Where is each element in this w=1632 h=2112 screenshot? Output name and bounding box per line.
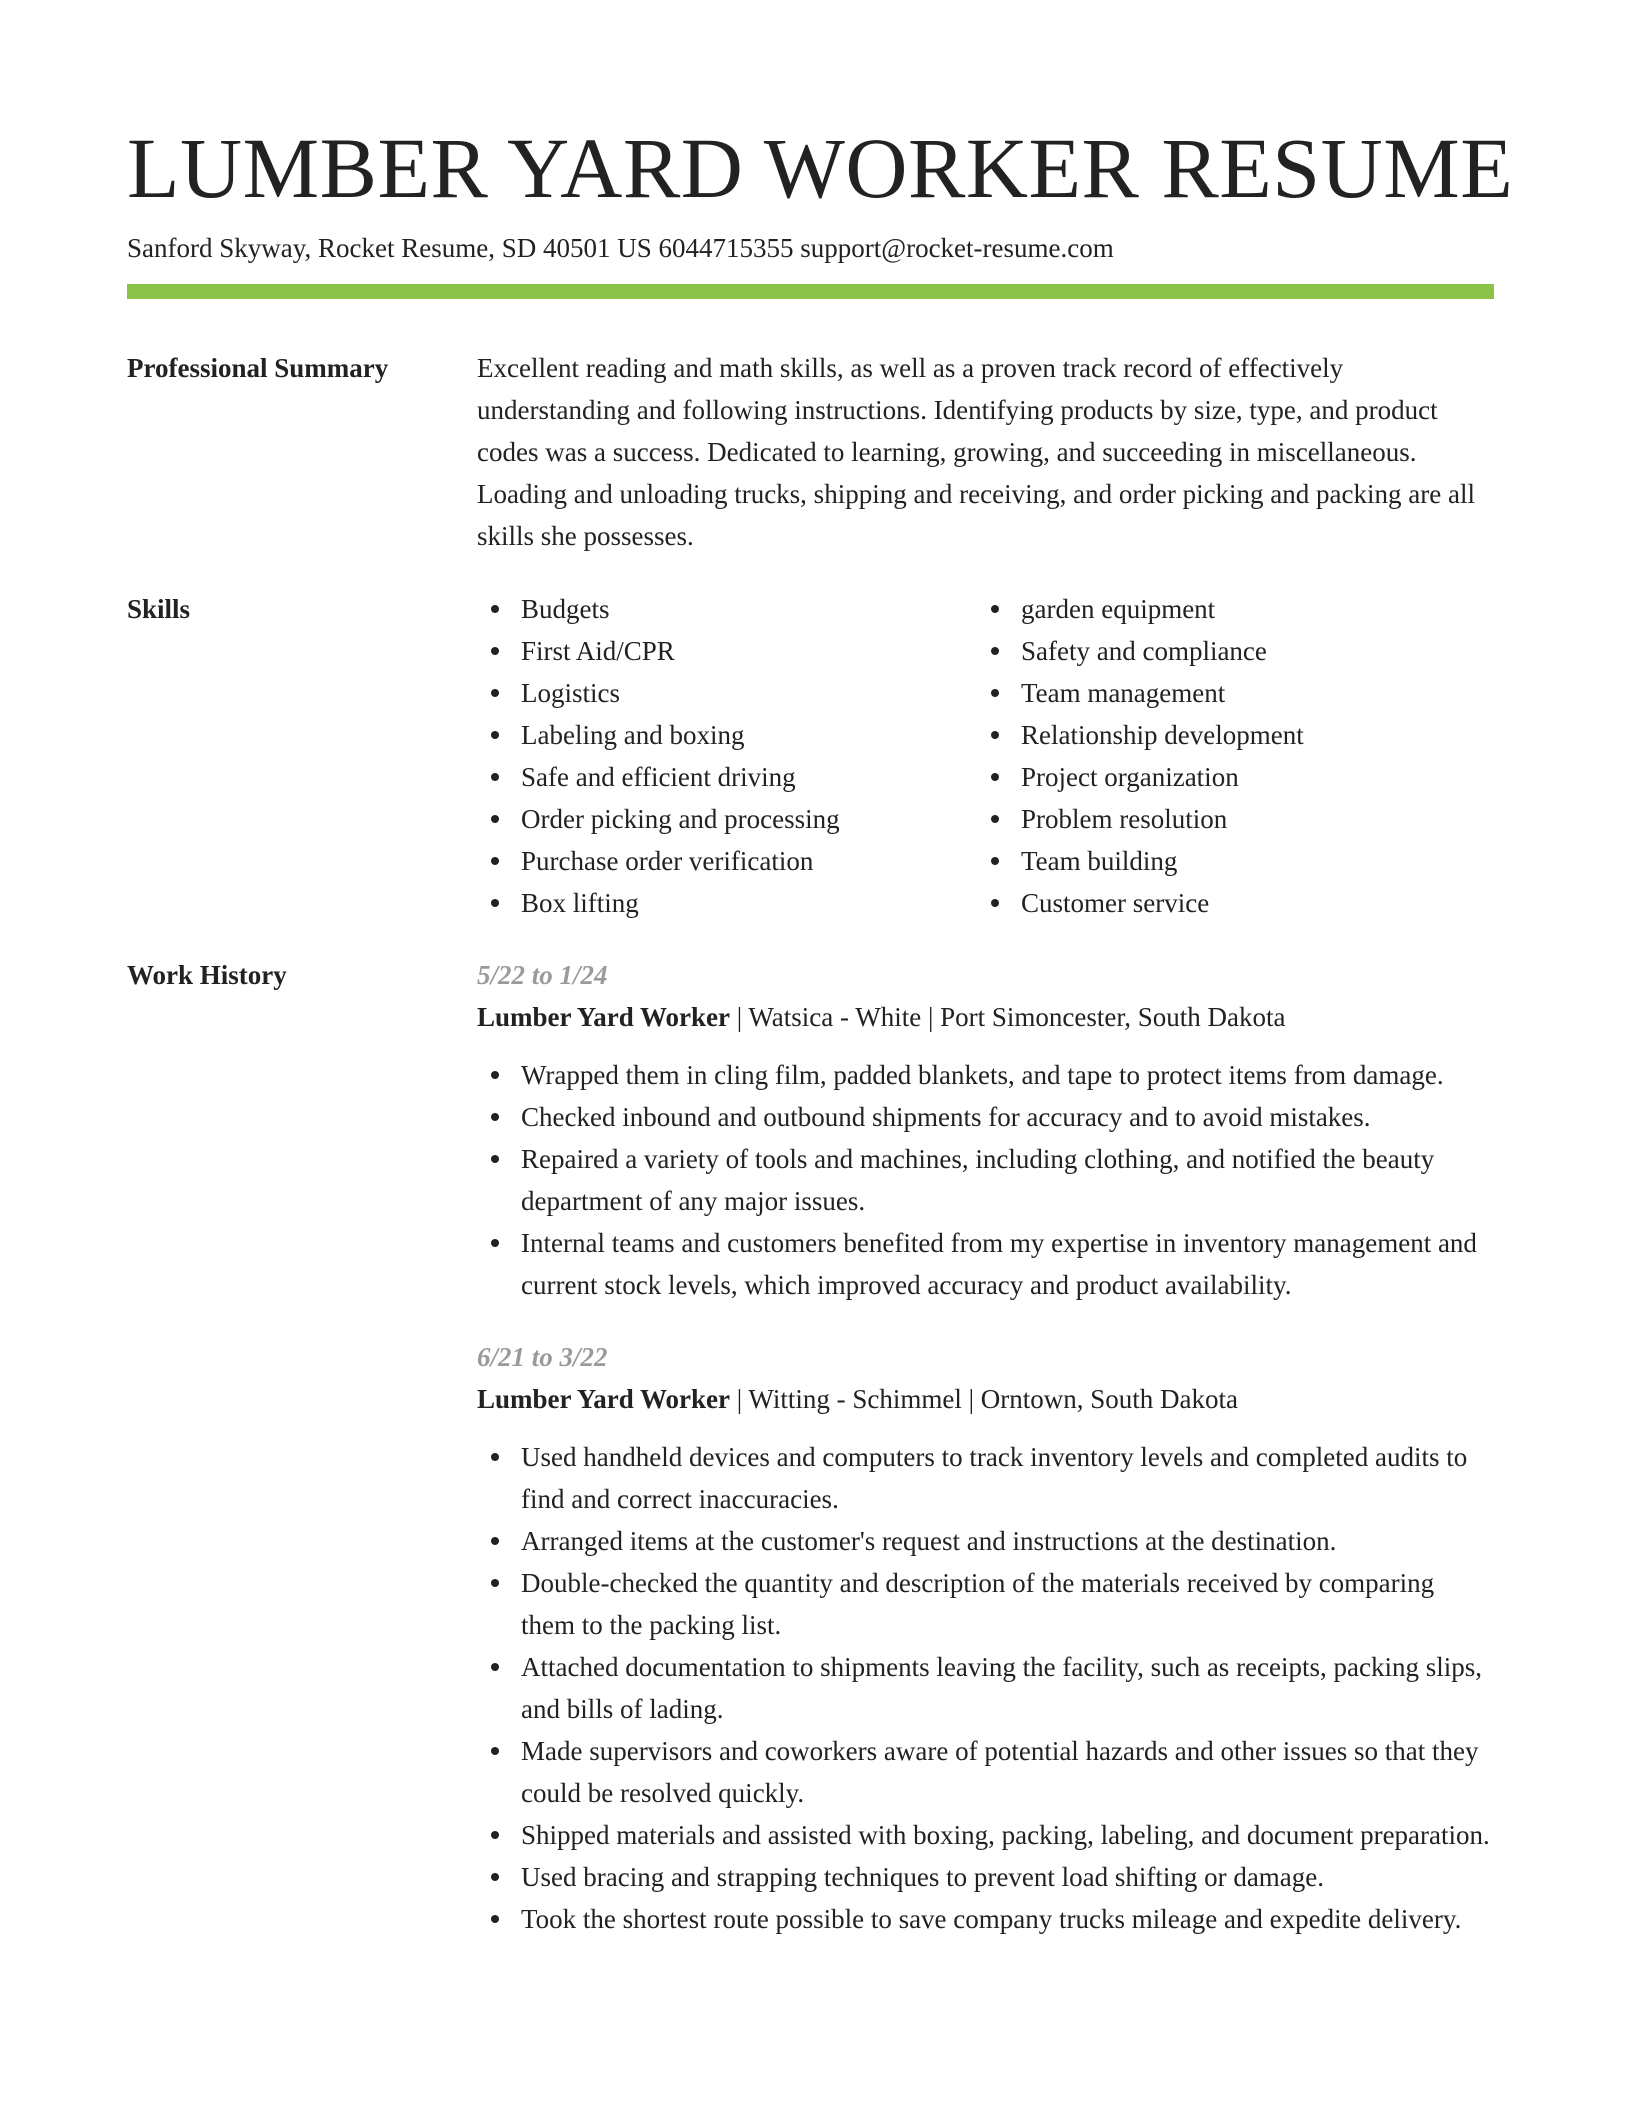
job-bullet: Used handheld devices and computers to track inventory levels and completed audits to find and correct inaccuracies. <box>477 1436 1494 1520</box>
skill-item: Project organization <box>977 756 1477 798</box>
skills-right-list <box>977 588 1477 924</box>
skill-item: Logistics <box>477 672 977 714</box>
summary-text: Excellent reading and math skills, as well as a proven track record of effectively understanding and following instructions. Identifying products by size, type, and product codes was a success. Dedicated to learning, growing, and succeeding in miscellaneous. Loading and unloading trucks, shipping and receiving, and order picking and packing are all skills she possesses. <box>477 353 1475 551</box>
skill-item: Safety and compliance <box>977 630 1477 672</box>
skill-item: First Aid/CPR <box>477 630 977 672</box>
skill-item: Labeling and boxing <box>477 714 977 756</box>
job-bullet: Repaired a variety of tools and machines, including clothing, and notified the beauty department of any major issues. <box>477 1138 1494 1222</box>
job-bullet: Used bracing and strapping techniques to prevent load shifting or damage. <box>477 1856 1494 1898</box>
job-dates: 6/21 to 3/22 <box>477 1342 608 1372</box>
skills-left-list <box>477 588 977 924</box>
work-heading: Work History <box>127 960 287 990</box>
skill-item: Team management <box>977 672 1477 714</box>
summary-content <box>477 347 1494 557</box>
job-dates: 5/22 to 1/24 <box>477 960 608 990</box>
job-entry <box>477 1336 1494 1940</box>
job-heading-line <box>477 996 1494 1038</box>
job-entry <box>477 954 1494 1306</box>
skill-item: Order picking and processing <box>477 798 977 840</box>
job-heading-line <box>477 1378 1494 1420</box>
skills-columns <box>477 588 1494 924</box>
work-content <box>477 954 1494 1970</box>
skill-item: garden equipment <box>977 588 1477 630</box>
job-bullet: Arranged items at the customer's request and instructions at the destination. <box>477 1520 1494 1562</box>
skill-item: Problem resolution <box>977 798 1477 840</box>
contact-line: Sanford Skyway, Rocket Resume, SD 40501 US 6044715355 support@rocket-resume.com <box>127 233 1114 263</box>
skill-item: Team building <box>977 840 1477 882</box>
job-bullet: Double-checked the quantity and description of the materials received by comparing them to the packing list. <box>477 1562 1494 1646</box>
job-title: Lumber Yard Worker <box>477 1002 731 1032</box>
accent-divider <box>127 284 1494 299</box>
skill-item: Customer service <box>977 882 1477 924</box>
job-bullet-list <box>477 1054 1494 1306</box>
resume-title: LUMBER YARD WORKER RESUME <box>127 120 1514 216</box>
skills-content <box>477 588 1494 924</box>
skills-heading: Skills <box>127 594 191 624</box>
skill-item: Box lifting <box>477 882 977 924</box>
job-bullet: Wrapped them in cling film, padded blankets, and tape to protect items from damage. <box>477 1054 1494 1096</box>
job-employer-location: | Watsica - White | Port Simoncester, South Dakota <box>730 1002 1286 1032</box>
skill-item: Budgets <box>477 588 977 630</box>
job-employer-location: | Witting - Schimmel | Orntown, South Dakota <box>730 1384 1238 1414</box>
job-title: Lumber Yard Worker <box>477 1384 731 1414</box>
job-bullet: Attached documentation to shipments leaving the facility, such as receipts, packing slips, and bills of lading. <box>477 1646 1494 1730</box>
summary-heading: Professional Summary <box>127 353 389 383</box>
skill-item: Purchase order verification <box>477 840 977 882</box>
job-bullet-list <box>477 1436 1494 1940</box>
job-bullet: Internal teams and customers benefited from my expertise in inventory management and current stock levels, which improved accuracy and product availability. <box>477 1222 1494 1306</box>
job-bullet: Checked inbound and outbound shipments for accuracy and to avoid mistakes. <box>477 1096 1494 1138</box>
skill-item: Safe and efficient driving <box>477 756 977 798</box>
job-bullet: Took the shortest route possible to save company trucks mileage and expedite delivery. <box>477 1898 1494 1940</box>
job-bullet: Made supervisors and coworkers aware of potential hazards and other issues so that they could be resolved quickly. <box>477 1730 1494 1814</box>
job-bullet: Shipped materials and assisted with boxing, packing, labeling, and document preparation. <box>477 1814 1494 1856</box>
skill-item: Relationship development <box>977 714 1477 756</box>
